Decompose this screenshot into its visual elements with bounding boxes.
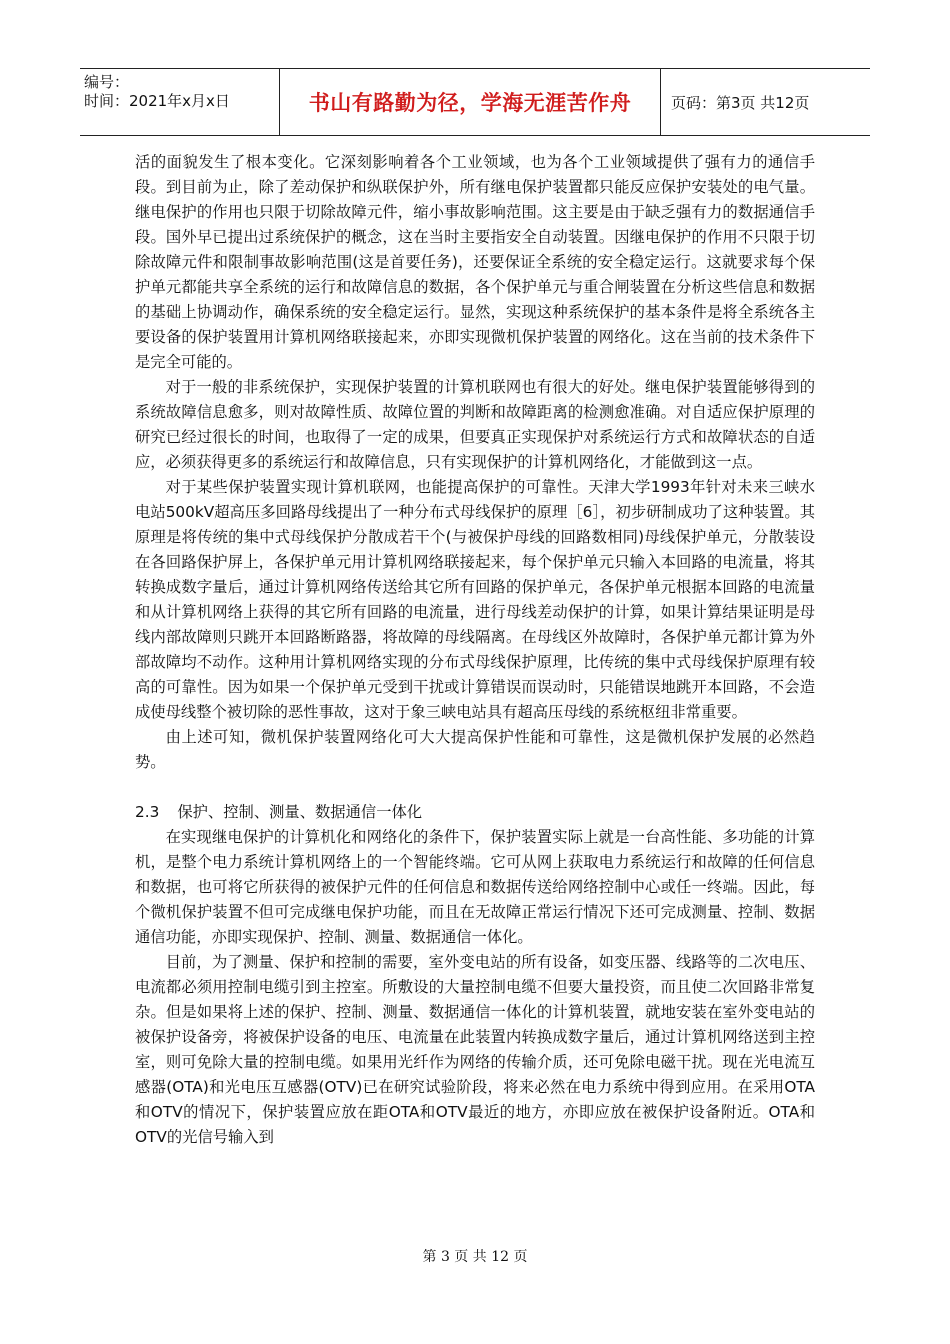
spacer [135, 775, 815, 800]
motto: 书山有路勤为径，学海无涯苦作舟 [308, 91, 632, 115]
time-label: 时间：2021年x月x日 [84, 92, 230, 110]
paragraph-2: 对于一般的非系统保护，实现保护装置的计算机联网也有很大的好处。继电保护装置能够得到的系统故障信息愈多，则对故障性质、故障位置的判断和故障距离的检测愈准确。对自适应保护原理的研究已经过很长的时间，也取得了一定的成果，但要真正实现保护对系统运行方式和故障状态的自适应，必须获得更多的系统运行和故障信息，只有实现保护的计算机网络化，才能做到这一点。 [135, 378, 815, 471]
header-motto-cell [280, 69, 661, 135]
section-number: 2.3 [135, 803, 160, 821]
page-footer: 第 3 页 共 12 页 [422, 1249, 528, 1265]
section-heading [135, 800, 815, 825]
paragraph-5: 在实现继电保护的计算机化和网络化的条件下，保护装置实际上就是一台高性能、多功能的计算机，是整个电力系统计算机网络上的一个智能终端。它可从网上获取电力系统运行和故障的任何信息和数据，也可将它所获得的被保护元件的任何信息和数据传送给网络控制中心或任一终端。因此，每个微机保护装置不但可完成继电保护功能，而且在无故障正常运行情况下还可完成测量、控制、数据通信功能，亦即实现保护、控制、测量、数据通信一体化。 [135, 828, 815, 946]
page-info: 页码：第3页 共12页 [671, 93, 810, 112]
header-left-cell [80, 69, 280, 135]
section-title: 保护、控制、测量、数据通信一体化 [177, 803, 423, 821]
header-table [80, 68, 870, 136]
paragraph-1: 活的面貌发生了根本变化。它深刻影响着各个工业领域，也为各个工业领域提供了强有力的通信手段。到目前为止，除了差动保护和纵联保护外，所有继电保护装置都只能反应保护安装处的电气量。继电保护的作用也只限于切除故障元件，缩小事故影响范围。这主要是由于缺乏强有力的数据通信手段。国外早已提出过系统保护的概念，这在当时主要指安全自动装置。因继电保护的作用不只限于切除故障元件和限制事故影响范围(这是首要任务)，还要保证全系统的安全稳定运行。这就要求每个保护单元都能共享全系统的运行和故障信息的数据，各个保护单元与重合闸装置在分析这些信息和数据的基础上协调动作，确保系统的安全稳定运行。显然，实现这种系统保护的基本条件是将全系统各主要设备的保护装置用计算机网络联接起来，亦即实现微机保护装置的网络化。这在当前的技术条件下是完全可能的。 [135, 153, 815, 371]
paragraph-4: 由上述可知，微机保护装置网络化可大大提高保护性能和可靠性，这是微机保护发展的必然趋势。 [135, 728, 815, 771]
number-label: 编号： [84, 73, 130, 91]
paragraph-3: 对于某些保护装置实现计算机联网，也能提高保护的可靠性。天津大学1993年针对未来三峡水电站500kV超高压多回路母线提出了一种分布式母线保护的原理［6］，初步研制成功了这种装置。其原理是将传统的集中式母线保护分散成若干个(与被保护母线的回路数相同)母线保护单元，分散装设在各回路保护屏上，各保护单元用计算机网络联接起来，每个保护单元只输入本回路的电流量，将其转换成数字量后，通过计算机网络传送给其它所有回路的保护单元，各保护单元根据本回路的电流量和从计算机网络上获得的其它所有回路的电流量，进行母线差动保护的计算，如果计算结果证明是母线内部故障则只跳开本回路断路器，将故障的母线隔离。在母线区外故障时，各保护单元都计算为外部故障均不动作。这种用计算机网络实现的分布式母线保护原理，比传统的集中式母线保护原理有较高的可靠性。因为如果一个保护单元受到干扰或计算错误而误动时，只能错误地跳开本回路，不会造成使母线整个被切除的恶性事故，这对于象三峡电站具有超高压母线的系统枢纽非常重要。 [135, 478, 815, 721]
document-body [135, 150, 815, 1150]
header-page-cell [661, 69, 870, 135]
paragraph-6: 目前，为了测量、保护和控制的需要，室外变电站的所有设备，如变压器、线路等的二次电压、电流都必须用控制电缆引到主控室。所敷设的大量控制电缆不但要大量投资，而且使二次回路非常复杂。但是如果将上述的保护、控制、测量、数据通信一体化的计算机装置，就地安装在室外变电站的被保护设备旁，将被保护设备的电压、电流量在此装置内转换成数字量后，通过计算机网络送到主控室，则可免除大量的控制电缆。如果用光纤作为网络的传输介质，还可免除电磁干扰。现在光电流互感器(OTA)和光电压互感器(OTV)已在研究试验阶段，将来必然在电力系统中得到应用。在采用OTA和OTV的情况下，保护装置应放在距OTA和OTV最近的地方，亦即应放在被保护设备附近。OTA和OTV的光信号输入到 [135, 953, 815, 1146]
